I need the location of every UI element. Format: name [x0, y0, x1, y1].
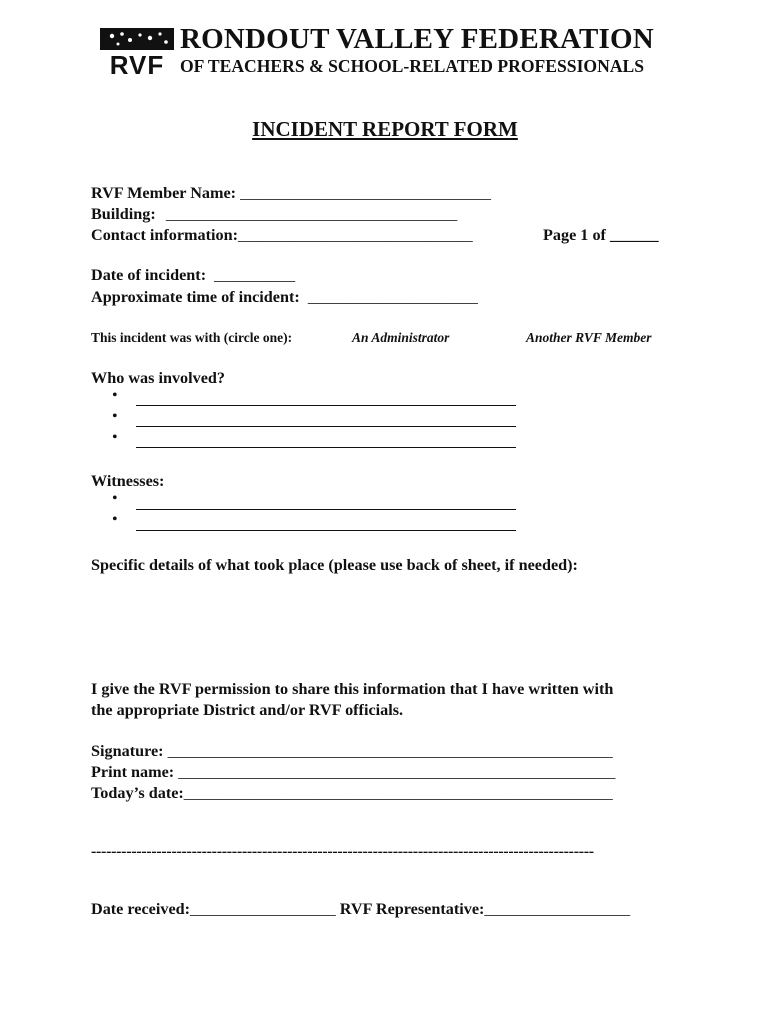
date-received-field[interactable]: __________________: [190, 900, 336, 918]
involved-label: Who was involved?: [91, 369, 226, 387]
permission-line-1: I give the RVF permission to share this information that I have written with: [91, 680, 614, 698]
bullet-icon: •: [112, 429, 118, 446]
member-name-field[interactable]: _______________________________: [240, 184, 492, 202]
involved-line-3[interactable]: [136, 447, 516, 448]
print-name-row: [91, 762, 615, 782]
todays-date-label: Today’s date:: [91, 784, 184, 802]
witnesses-label: Witnesses:: [91, 472, 165, 490]
date-incident-row: [91, 265, 295, 285]
option-administrator[interactable]: An Administrator: [352, 330, 450, 345]
permission-line-2: the appropriate District and/or RVF officials.: [91, 701, 404, 719]
signature-row: [91, 741, 613, 761]
org-subtitle: OF TEACHERS & SCHOOL-RELATED PROFESSIONALS: [180, 56, 645, 76]
page-number[interactable]: Page 1 of ______: [543, 226, 659, 244]
building-label: Building:: [91, 205, 156, 223]
date-incident-label: Date of incident:: [91, 266, 207, 284]
time-incident-row: [91, 287, 478, 307]
rvf-representative-field[interactable]: __________________: [484, 900, 631, 918]
building-field[interactable]: ____________________________________: [165, 205, 458, 223]
signature-label: Signature:: [91, 742, 164, 760]
details-area[interactable]: [91, 580, 677, 670]
time-incident-field[interactable]: _____________________: [307, 288, 478, 306]
witness-line-1[interactable]: [136, 509, 516, 510]
member-name-label: RVF Member Name:: [91, 184, 237, 202]
time-incident-label: Approximate time of incident:: [91, 288, 300, 306]
bullet-icon: •: [112, 387, 118, 404]
option-another-member[interactable]: Another RVF Member: [526, 330, 652, 345]
letterhead: [100, 23, 680, 78]
witness-line-2[interactable]: [136, 530, 516, 531]
todays-date-field[interactable]: _____________________________________________________: [183, 784, 613, 802]
office-use-row: [91, 899, 630, 919]
contact-row: [91, 225, 473, 245]
details-label: Specific details of what took place (please use back of sheet, if needed):: [91, 556, 578, 574]
org-name: RONDOUT VALLEY FEDERATION: [180, 23, 654, 55]
contact-label: Contact information:: [91, 226, 239, 244]
signature-field[interactable]: _______________________________________________________: [167, 742, 613, 760]
building-row: [91, 204, 457, 224]
form-title: INCIDENT REPORT FORM: [252, 117, 518, 141]
date-received-label: Date received:: [91, 900, 191, 918]
contact-field[interactable]: _____________________________: [238, 226, 473, 244]
involved-line-1[interactable]: [136, 405, 516, 406]
member-name-row: [91, 183, 491, 203]
bullet-icon: •: [112, 490, 118, 507]
circle-one-label: This incident was with (circle one):: [91, 330, 293, 345]
print-name-label: Print name:: [91, 763, 175, 781]
todays-date-row: [91, 783, 613, 803]
rvf-representative-label: RVF Representative:: [339, 900, 485, 918]
bullet-icon: •: [112, 408, 118, 425]
cut-line-divider: ----------------------------------------------------------------------------------------------------: [91, 843, 594, 860]
bullet-icon: •: [112, 511, 118, 528]
involved-line-2[interactable]: [136, 426, 516, 427]
logo-text: RVF: [109, 50, 165, 76]
rvf-logo: [100, 28, 174, 76]
print-name-field[interactable]: ______________________________________________________: [178, 763, 616, 781]
date-incident-field[interactable]: __________: [214, 266, 296, 284]
